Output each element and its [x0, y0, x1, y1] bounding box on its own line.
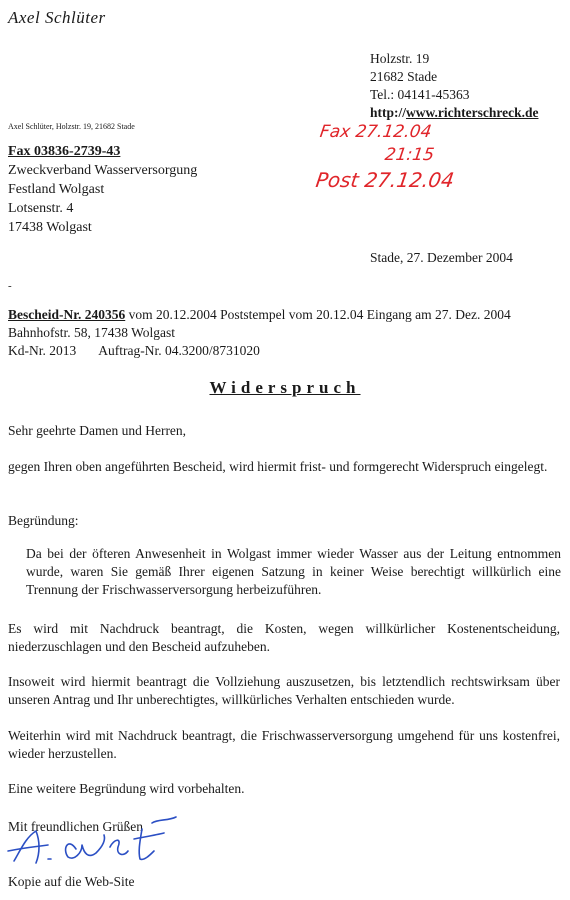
paragraph-suspension: Insoweit wird hiermit beantragt die Vollziehung auszusetzen, bis letztendlich rechtswirksam über unseren Antrag und Ihr unberechtigtes, willkürliches Verhalten entschieden wurde. [8, 674, 560, 707]
letter-date: Stade, 27. Dezember 2004 [370, 250, 513, 265]
order-number: Auftrag-Nr. 04.3200/8731020 [98, 343, 260, 358]
customer-number: Kd-Nr. 2013 [8, 343, 77, 358]
reference-block [8, 306, 511, 360]
paragraph-reasoning: Da bei der öfteren Anwesenheit in Wolgast immer wieder Wasser aus der Leitung entnommen wurde, waren Sie gemäß Ihrer eigenen Satzung in keiner Weise berechtigt willkürlich eine Trennung der Frischwasserversorgung herbeizuführen. [26, 546, 561, 597]
handwritten-post-note: Post 27.12.04 [314, 168, 456, 192]
dash-mark: - [8, 280, 12, 292]
letter-title: Widerspruch [209, 378, 361, 397]
sender-city: 21682 Stade [370, 69, 438, 84]
sender-website [370, 104, 538, 122]
heading-begruendung: Begründung: [8, 513, 79, 528]
website-prefix: http:// [370, 105, 407, 120]
recipient-city: 17438 Wolgast [8, 220, 92, 235]
handwritten-fax-note: Fax 27.12.04 [318, 122, 433, 142]
reference-details: vom 20.12.2004 Poststempel vom 20.12.04 Eingang am 27. Dez. 2004 [125, 307, 511, 322]
paragraph-objection: gegen Ihren oben angeführten Bescheid, wird hiermit frist- und formgerecht Widerspruch eingelegt. [8, 459, 548, 474]
sender-phone: Tel.: 04141-45363 [370, 87, 470, 102]
recipient-name: Zweckverband Wasserversorgung [8, 163, 198, 178]
copy-note: Kopie auf die Web-Site [8, 874, 135, 889]
reference-line-3 [8, 342, 511, 360]
website-link[interactable]: www.richterschreck.de [406, 105, 539, 120]
paragraph-restore-supply: Weiterhin wird mit Nachdruck beantragt, die Frischwasserversorgung umgehend für uns kostenfrei, wieder herzustellen. [8, 728, 560, 761]
recipient-fax: Fax 03836-2739-43 [8, 144, 121, 159]
recipient-region: Festland Wolgast [8, 182, 105, 197]
handwritten-signature [6, 815, 181, 870]
paragraph-costs: Es wird mit Nachdruck beantragt, die Kosten, wegen willkürlicher Kostenentscheidung, niederzuschlagen und den Bescheid aufzuheben. [8, 621, 560, 654]
reference-line-1 [8, 306, 511, 324]
closing-greeting: Mit freundlichen Grüßen [8, 819, 143, 834]
greeting: Sehr geehrte Damen und Herren, [8, 423, 187, 438]
recipient-block [8, 142, 197, 237]
bescheid-number: Bescheid-Nr. 240356 [8, 307, 126, 322]
letterhead-name: Axel Schlüter [8, 8, 106, 27]
handwritten-time-note: 21:15 [383, 145, 436, 165]
sender-address-block [370, 50, 538, 122]
reference-line-2: Bahnhofstr. 58, 17438 Wolgast [8, 325, 176, 340]
sender-return-line: Axel Schlüter, Holzstr. 19, 21682 Stade [8, 122, 135, 131]
sender-street: Holzstr. 19 [370, 51, 430, 66]
paragraph-further-reasoning: Eine weitere Begründung wird vorbehalten. [8, 781, 245, 796]
recipient-street: Lotsenstr. 4 [8, 201, 74, 216]
